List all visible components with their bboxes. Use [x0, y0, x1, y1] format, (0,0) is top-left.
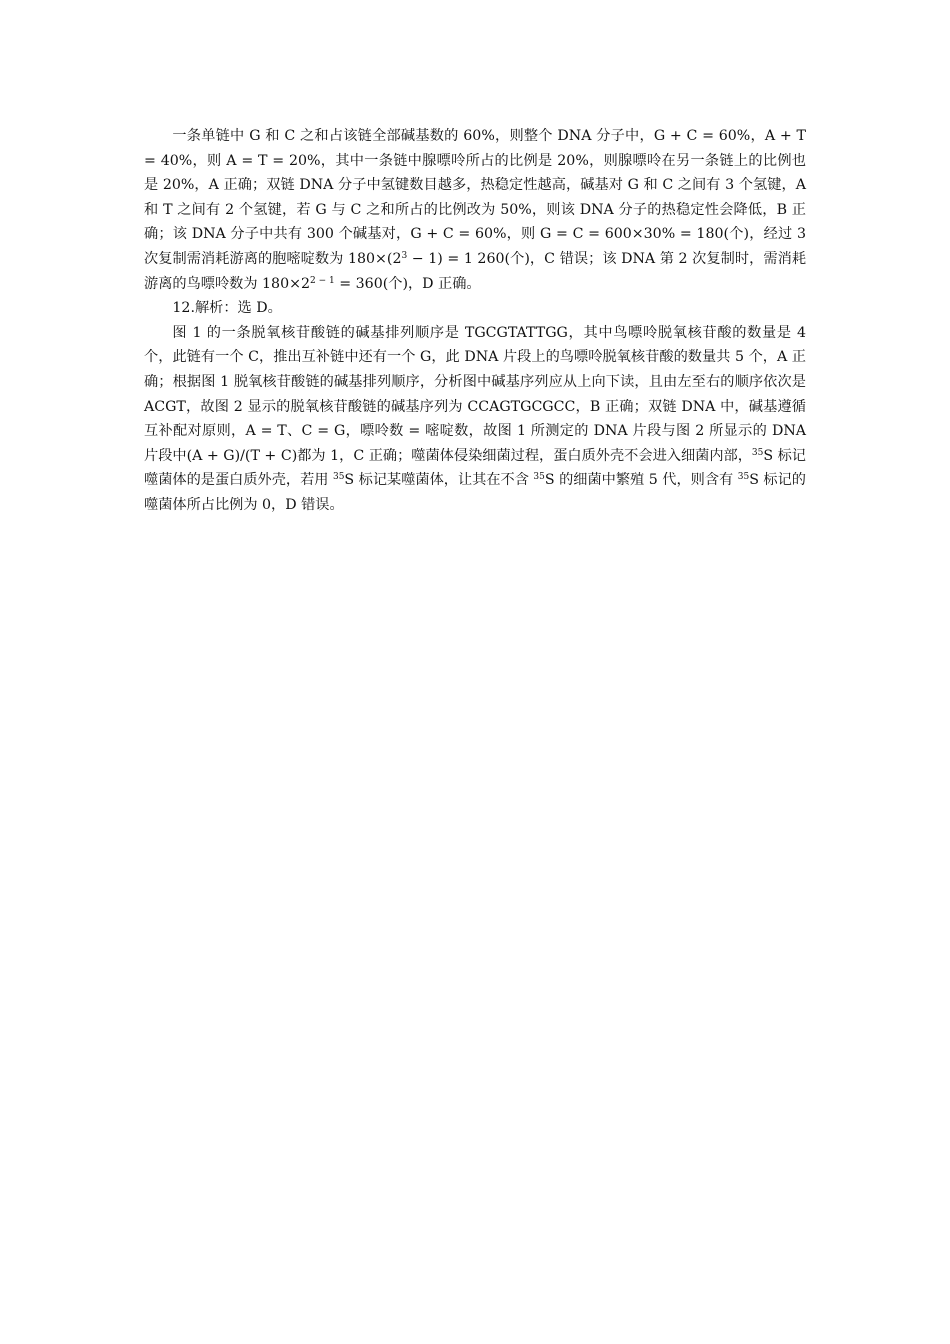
paragraph-question-11-explanation: 一条单链中 G 和 C 之和占该链全部碱基数的 60%，则整个 DNA 分子中，G + C = 60%，A + T = 40%，则 A = T = 20%，其中一条链中腺嘌呤所占的比例是 20%，则腺嘌呤在另一条链上的比例也是 20%，A 正确；双链 DNA 分子中氢键数目越多，热稳定性越高，碱基对 G 和 C 之间有 3 个氢键，A 和 T 之间有 2 个氢键，若 G 与 C 之和所占的比例改为 50%，则该 DNA 分子的热稳定性会降低，B 正确；该 DNA 分子中共有 300 个碱基对，G + C = 60%，则 G = C = 600×30% = 180(个)，经过 3 次复制需消耗游离的胞嘧啶数为 $180\times(2^3 - 1) = 1$ 260(个)，C 错误；该 DNA 第 2 次复制时，需消耗游离的鸟嘌呤数为 $180\times 2^{2 - 1} = 360$(个)，D 正确。 [144, 128, 807, 292]
paragraph-question-12-heading [144, 296, 806, 321]
question-12-label: 12.解析： [172, 300, 238, 317]
answer-explanation [144, 124, 806, 518]
paragraph-question-12-explanation: 图 1 的一条脱氧核苷酸链的碱基排列顺序是 TGCGTATTGG，其中鸟嘌呤脱氧核苷酸的数量是 4 个，此链有一个 C，推出互补链中还有一个 G，此 DNA 片段上的鸟嘌呤脱氧核苷酸的数量共 5 个，A 正确；根据图 1 脱氧核苷酸链的碱基排列顺序，分析图中碱基序列应从上向下读，且由左至右的顺序依次是 ACGT，故图 2 显示的脱氧核苷酸链的碱基序列为 CCAGTGCGCC，B 正确；双链 DNA 中，碱基遵循互补配对原则，A = T、C = G，嘌呤数 = 嘧啶数，故图 1 所测定的 DNA 片段与图 2 所显示的 DNA 片段中(A + G)/(T + C)都为 1，C 正确；噬菌体侵染细菌过程，蛋白质外壳不会进入细菌内部，$^{35}$S 标记噬菌体的是蛋白质外壳，若用 $^{35}$S 标记某噬菌体，让其在不含 $^{35}$S 的细菌中繁殖 5 代，则含有 $^{35}$S 标记的噬菌体所占比例为 0，D 错误。 [144, 324, 806, 513]
question-12-answer: 选 D。 [237, 300, 282, 317]
